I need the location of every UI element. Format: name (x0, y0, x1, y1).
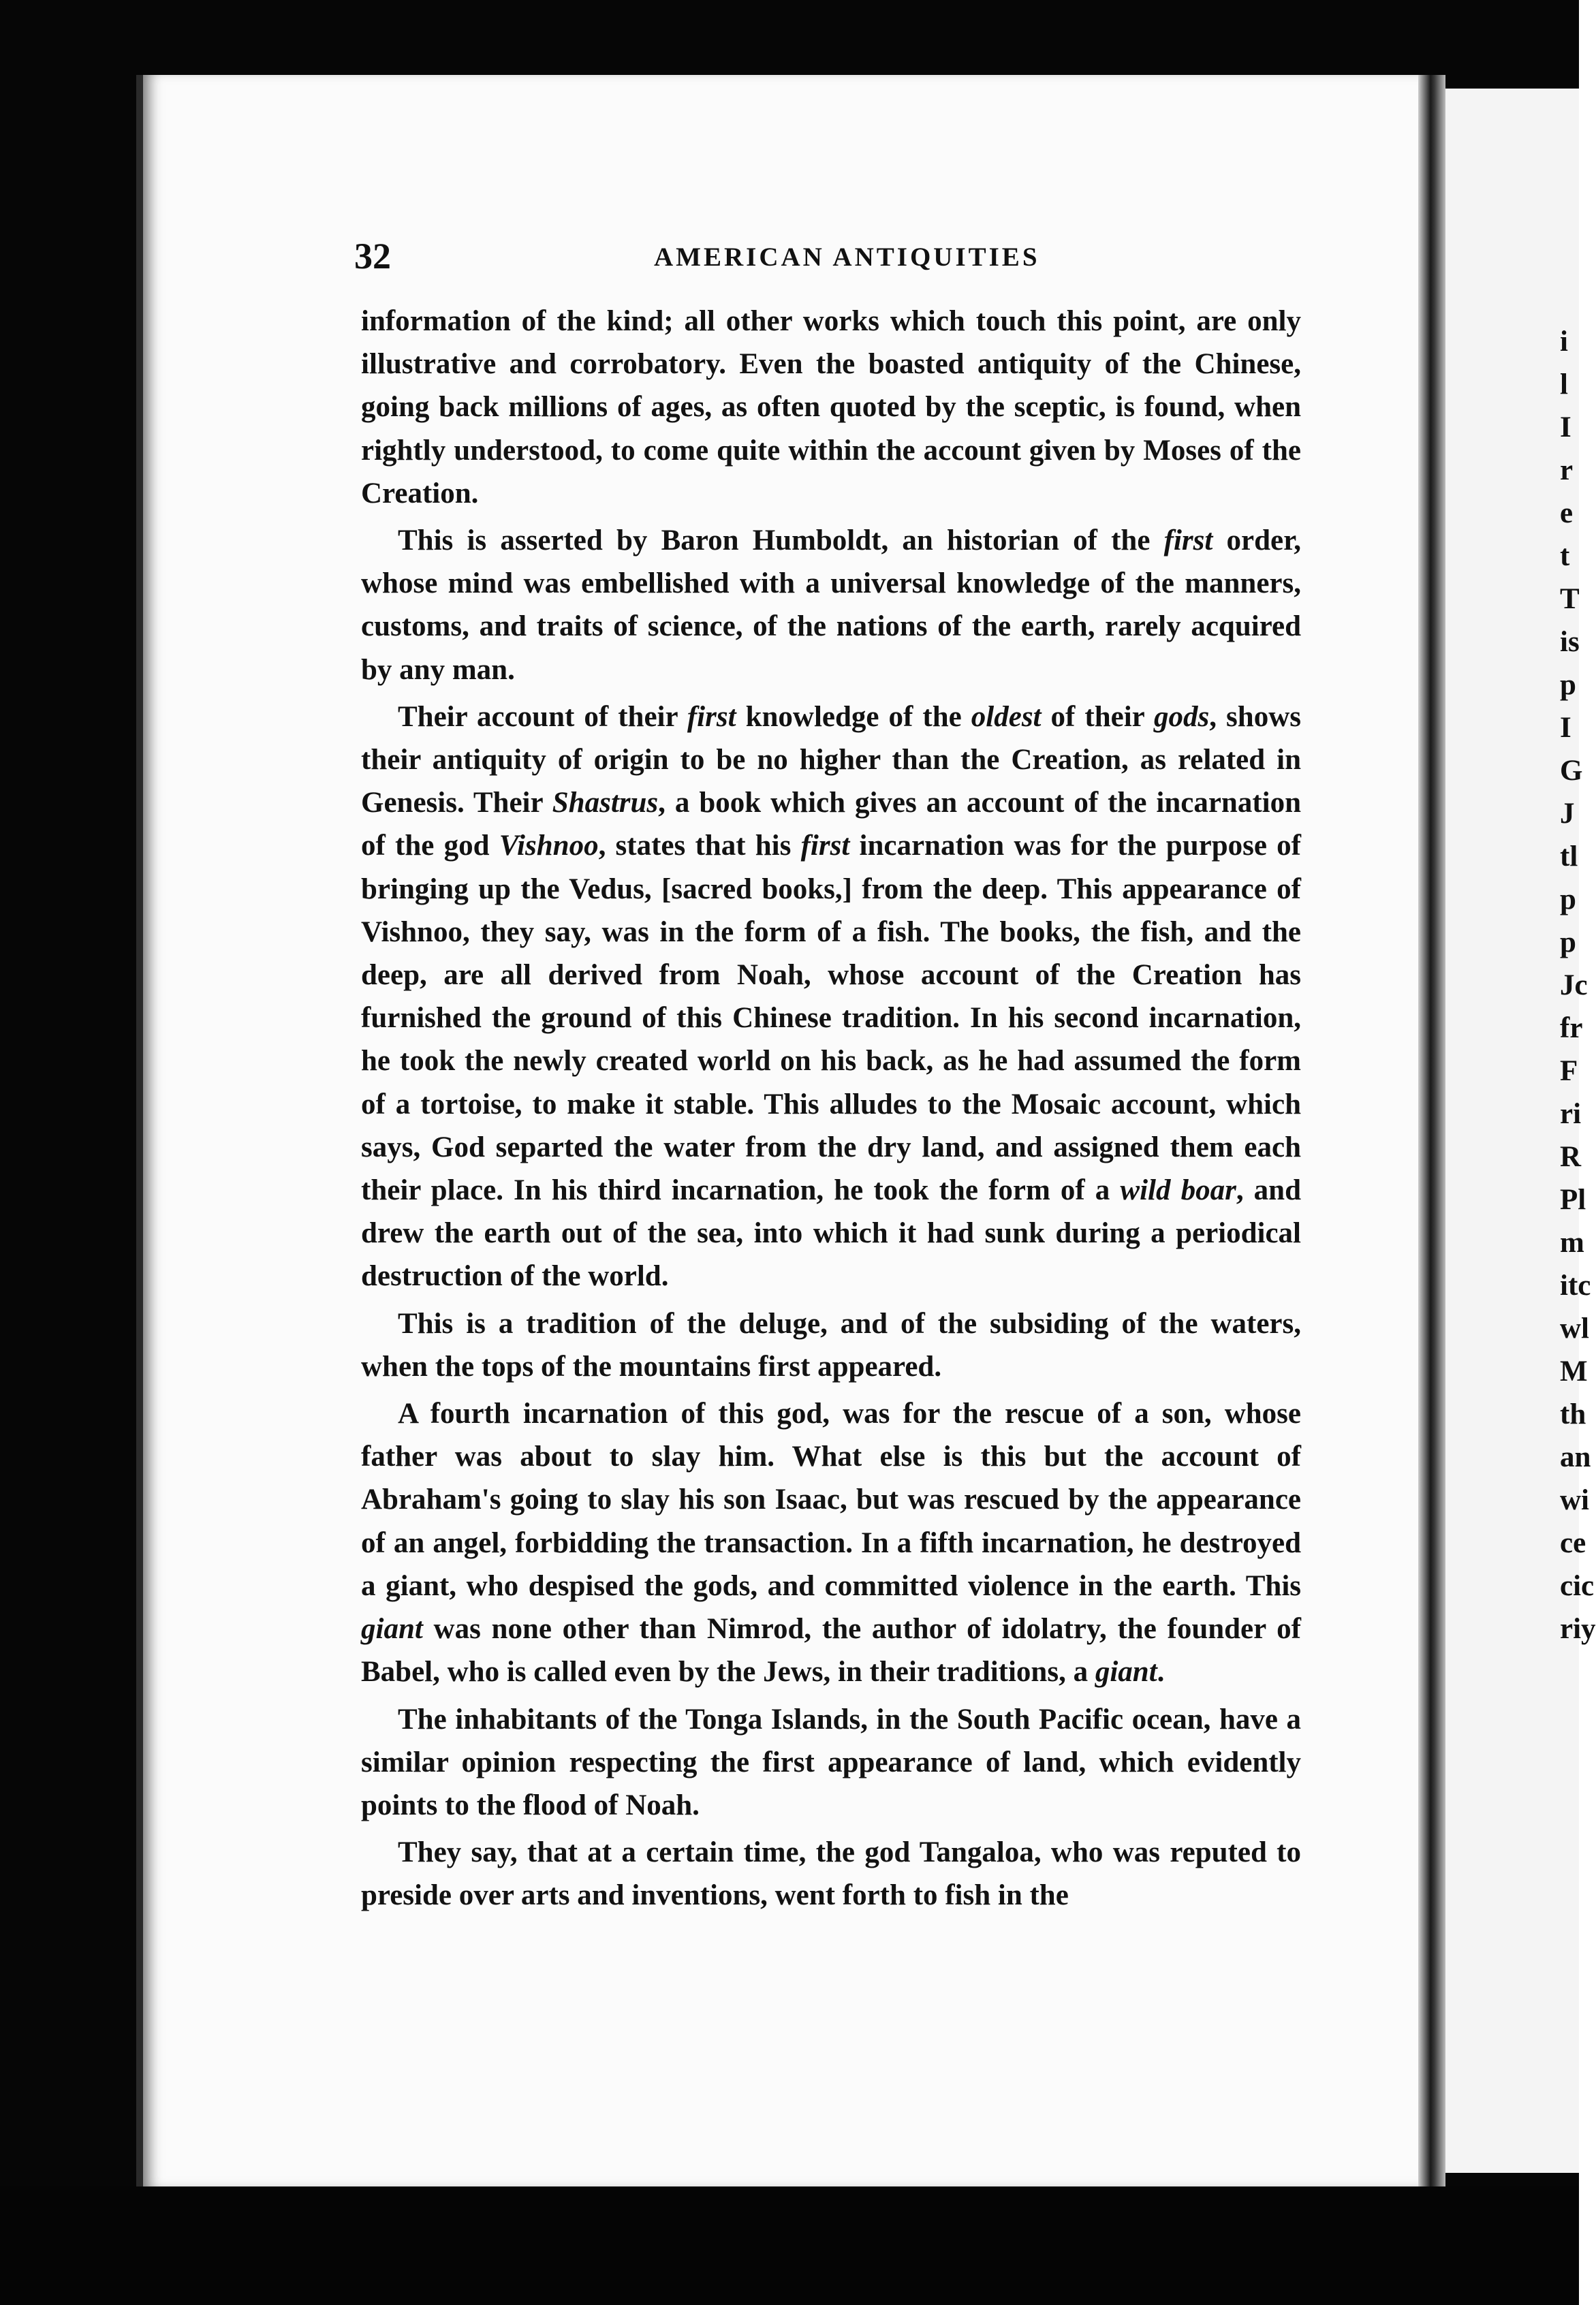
adjacent-page-fragment: th (1560, 1398, 1586, 1430)
text-run: information of the kind; all other works which touch this point, are only illustrative and corrobatory. Even the boasted antiquity of the Chinese, going back millions of ages, as often quoted by the sceptic, is found, when rightly understood, to come quite within the account given by Moses of the Creation. (361, 305, 1301, 509)
paragraph (361, 300, 1301, 515)
paragraph (361, 1831, 1301, 1917)
adjacent-page-fragment: is (1560, 626, 1580, 658)
page-number: 32 (354, 236, 391, 277)
adjacent-page-fragment: M (1560, 1355, 1588, 1387)
paragraph (361, 519, 1301, 691)
adjacent-page-fragment: p (1560, 926, 1576, 958)
adjacent-page-fragment: J (1560, 798, 1575, 830)
book-gutter (1418, 75, 1445, 2193)
adjacent-page-fragment: i (1560, 326, 1568, 358)
adjacent-page-fragment: I (1560, 712, 1571, 744)
text-run: Their account of their (398, 700, 687, 733)
text-run: order, whose mind was embellished with a universal knowledge of the manners, customs, and traits of science, of the nations of the earth, rarely acquired by any man. (361, 524, 1301, 686)
text-run: was none other than Nimrod, the author of idolatry, the founder of Babel, who is called even by the Jews, in their traditions, a (361, 1613, 1301, 1689)
adjacent-page-fragment: an (1560, 1441, 1591, 1473)
adjacent-page-fragment: e (1560, 497, 1574, 529)
adjacent-page-fragment: Jc (1560, 969, 1588, 1001)
adjacent-page-fragment: F (1560, 1055, 1578, 1087)
adjacent-page-fragment: I (1560, 411, 1571, 443)
adjacent-page-fragment: p (1560, 669, 1576, 701)
text-run: The inhabitants of the Tonga Islands, in the South Pacific ocean, have a similar opinion respecting the first appearance of land, which evidently points to the flood of Noah. (361, 1703, 1301, 1821)
text-run: , shows their antiquity of origin to be no higher than the Creation, as related in Genesis. Their (361, 700, 1301, 819)
adjacent-page-fragment: ce (1560, 1527, 1586, 1559)
adjacent-page-fragment: r (1560, 454, 1574, 486)
paragraph (361, 1302, 1301, 1388)
running-title: AMERICAN ANTIQUITIES (654, 242, 1040, 272)
adjacent-page-fragment: G (1560, 755, 1583, 787)
adjacent-page-fragment: tl (1560, 841, 1578, 873)
adjacent-page-fragment: wl (1560, 1313, 1589, 1345)
text-run: , and drew the earth out of the sea, into which it had sunk during a periodical destruction of the world. (361, 1174, 1301, 1293)
text-run: . (1157, 1656, 1165, 1689)
text-run: knowledge of the (736, 700, 971, 733)
adjacent-page-fragment: itc (1560, 1270, 1591, 1302)
text-run: incarnation was for the purpose of bringing up the Vedus, [sacred books,] from the deep. This appearance of Vishnoo, they say, was in the form of a fish. The books, the fish, and the deep, are all derived from Noah, whose account of the Creation has furnished the ground of this Chinese tradition. In his second incarnation, he took the newly created world on his back, as he had assumed the form of a tortoise, to make it stable. This alludes to the Mosaic account, which says, God separted the water from the dry land, and assigned them each their place. In his third incarnation, he took the form of a (361, 830, 1301, 1207)
italic-text: wild boar (1120, 1174, 1236, 1207)
text-run: , a book which gives an account of the incarnation of the god (361, 787, 1301, 862)
paragraph (361, 1698, 1301, 1828)
paragraph (361, 695, 1301, 1298)
adjacent-page-fragment: R (1560, 1141, 1582, 1173)
adjacent-page-fragment: l (1560, 369, 1568, 401)
adjacent-page-fragment: Pl (1560, 1184, 1586, 1216)
text-run: of their (1041, 700, 1155, 733)
adjacent-page-fragment: m (1560, 1227, 1584, 1259)
scan-bottom-border (0, 2186, 1579, 2305)
running-head (354, 235, 1308, 276)
italic-text: oldest (971, 700, 1042, 733)
adjacent-page-fragment: riy (1560, 1613, 1596, 1645)
italic-text: giant (361, 1613, 423, 1646)
adjacent-page-fragment: cic (1560, 1570, 1595, 1602)
italic-text: first (1163, 524, 1213, 557)
italic-text: Shastrus (552, 787, 659, 819)
adjacent-page-text (1560, 320, 1596, 1650)
adjacent-page-fragment: p (1560, 883, 1576, 915)
adjacent-page (1443, 89, 1596, 2173)
paragraph (361, 1392, 1301, 1693)
italic-text: Vishnoo (499, 830, 599, 862)
adjacent-page-fragment: wi (1560, 1484, 1589, 1516)
italic-text: first (687, 700, 736, 733)
adjacent-page-fragment: ri (1560, 1098, 1582, 1130)
adjacent-page-fragment: T (1560, 583, 1580, 615)
text-run: This is asserted by Baron Humboldt, an historian of the (398, 524, 1164, 557)
italic-text: giant (1095, 1656, 1157, 1689)
text-run: This is a tradition of the deluge, and of the subsiding of the waters, when the tops of the mountains first appeared. (361, 1307, 1301, 1383)
adjacent-page-fragment: t (1560, 540, 1570, 572)
text-run: They say, that at a certain time, the god Tangaloa, who was reputed to preside over arts and inventions, went forth to fish in the (361, 1836, 1301, 1912)
italic-text: first (800, 830, 850, 862)
text-run: A fourth incarnation of this god, was for the rescue of a son, whose father was about to slay him. What else is this but the account of Abraham's going to slay his son Isaac, but was rescued by the appearance of an angel, forbidding the transaction. In a fifth incarnation, he destroyed a giant, who despised the gods, and committed violence in the earth. This (361, 1398, 1301, 1602)
body-text (361, 300, 1301, 1922)
text-run: , states that his (598, 830, 801, 862)
adjacent-page-fragment: fr (1560, 1012, 1583, 1044)
italic-text: gods (1154, 700, 1210, 733)
